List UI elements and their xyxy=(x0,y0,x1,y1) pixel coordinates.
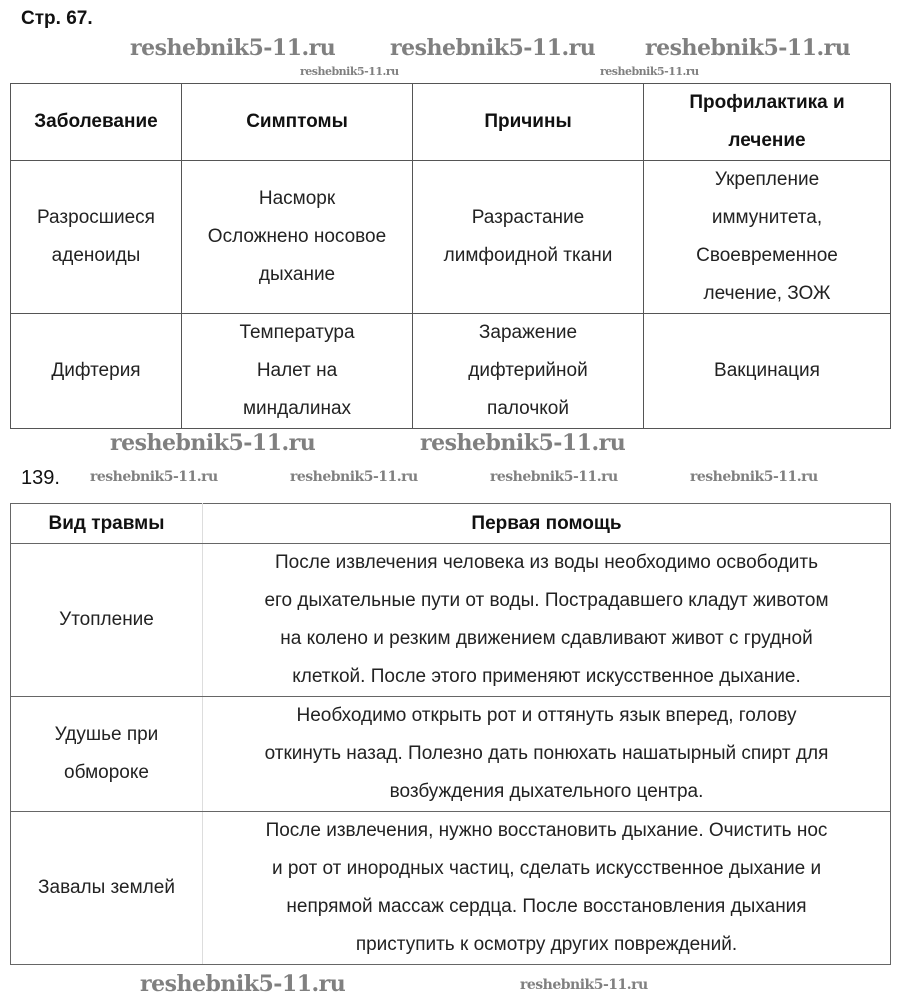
cell-text-line: на колено и резким движением сдавливают живот с грудной xyxy=(280,628,813,649)
cell-text-line: и рот от инородных частиц, сделать искусственное дыхание и xyxy=(271,858,822,879)
cell-text-line: Дифтерия xyxy=(51,360,141,381)
table-row xyxy=(11,161,891,314)
page-heading: Стр. 67. xyxy=(21,8,93,29)
cell-symptoms xyxy=(182,314,413,429)
first-aid-table xyxy=(10,503,891,965)
table-row xyxy=(11,544,891,697)
cell-text-line: лечение, ЗОЖ xyxy=(703,283,831,304)
watermark: reshebnik5-11.ru xyxy=(110,430,316,456)
cell-text-line: Профилактика и xyxy=(689,92,845,113)
cell-text-line: Удушье при xyxy=(54,724,159,745)
watermark: reshebnik5-11.ru xyxy=(90,469,218,485)
cell-text-line: миндалинах xyxy=(242,398,352,419)
table-header-row xyxy=(11,504,891,544)
cell-text-line: аденоиды xyxy=(51,245,141,266)
cell-text-line: Температура xyxy=(239,322,355,343)
cell-disease xyxy=(11,314,182,429)
cell-text-line: После извлечения, нужно восстановить дыхание. Очистить нос xyxy=(265,820,828,841)
cell-text-line: Необходимо открыть рот и оттянуть язык вперед, голову xyxy=(296,705,797,726)
cell-text-line: откинуть назад. Полезно дать понюхать нашатырный спирт для xyxy=(264,743,829,764)
watermark: reshebnik5-11.ru xyxy=(645,35,851,61)
table-row xyxy=(11,314,891,429)
cell-text-line: возбуждения дыхательного центра. xyxy=(389,781,704,802)
cell-injury xyxy=(11,544,203,697)
header-first-aid: Первая помощь xyxy=(203,504,891,544)
cell-text-line: Заболевание xyxy=(34,111,158,132)
task-number: 139. xyxy=(21,467,60,489)
cell-first-aid xyxy=(203,812,891,965)
cell-text-line: Налет на xyxy=(256,360,338,381)
header-symptoms xyxy=(182,84,413,161)
cell-injury xyxy=(11,697,203,812)
cell-text-line: дыхание xyxy=(258,264,336,285)
cell-first-aid xyxy=(203,697,891,812)
cell-text-line: Укрепление xyxy=(714,169,820,190)
cell-symptoms xyxy=(182,161,413,314)
cell-text-line: После извлечения человека из воды необходимо освободить xyxy=(275,552,818,573)
cell-text-line: Симптомы xyxy=(246,111,348,132)
table-row xyxy=(11,697,891,812)
diseases-table xyxy=(10,83,891,429)
cell-text-line: Разросшиеся xyxy=(37,207,155,228)
cell-text-line: Причины xyxy=(484,111,572,132)
cell-text-line: Разрастание xyxy=(471,207,585,228)
header-causes xyxy=(413,84,644,161)
table-row xyxy=(11,812,891,965)
cell-text-line: клеткой. После этого применяют искусственное дыхание. xyxy=(292,666,801,687)
cell-text-line: приступить к осмотру других повреждений. xyxy=(355,934,738,955)
cell-text-line: лечение xyxy=(728,130,806,151)
cell-first-aid xyxy=(203,544,891,697)
cell-text-line: обмороке xyxy=(64,762,149,783)
watermark: reshebnik5-11.ru xyxy=(490,469,618,485)
cell-text-line: Утопление xyxy=(59,609,154,630)
cell-injury xyxy=(11,812,203,965)
cell-text-line: Насморк xyxy=(258,188,336,209)
watermark: reshebnik5-11.ru xyxy=(420,430,626,456)
cell-text-line: Заражение xyxy=(478,322,578,343)
cell-text-line: его дыхательные пути от воды. Пострадавшего кладут животом xyxy=(264,590,829,611)
cell-text-line: дифтерийной xyxy=(468,360,588,381)
watermark: reshebnik5-11.ru xyxy=(290,469,418,485)
cell-text-line: палочкой xyxy=(487,398,569,419)
table-header-row xyxy=(11,84,891,161)
watermark: reshebnik5-11.ru xyxy=(520,977,648,993)
watermark: reshebnik5-11.ru xyxy=(600,65,699,78)
cell-text-line: непрямой массаж сердца. После восстановления дыхания xyxy=(286,896,807,917)
header-prevention xyxy=(644,84,891,161)
header-disease xyxy=(11,84,182,161)
cell-text-line: Своевременное xyxy=(696,245,838,266)
cell-text-line: Завалы землей xyxy=(38,877,175,898)
cell-causes xyxy=(413,314,644,429)
cell-text-line: лимфоидной ткани xyxy=(443,245,613,266)
cell-text-line: иммунитета, xyxy=(711,207,823,228)
header-injury-type: Вид травмы xyxy=(11,504,203,544)
watermark: reshebnik5-11.ru xyxy=(300,65,399,78)
cell-prevention xyxy=(644,314,891,429)
cell-causes xyxy=(413,161,644,314)
watermark: reshebnik5-11.ru xyxy=(130,35,336,61)
watermark: reshebnik5-11.ru xyxy=(140,971,346,997)
watermark: reshebnik5-11.ru xyxy=(390,35,596,61)
cell-text-line: Осложнено носовое xyxy=(207,226,387,247)
watermark: reshebnik5-11.ru xyxy=(690,469,818,485)
cell-prevention xyxy=(644,161,891,314)
cell-text-line: Вакцинация xyxy=(714,360,820,381)
cell-disease xyxy=(11,161,182,314)
